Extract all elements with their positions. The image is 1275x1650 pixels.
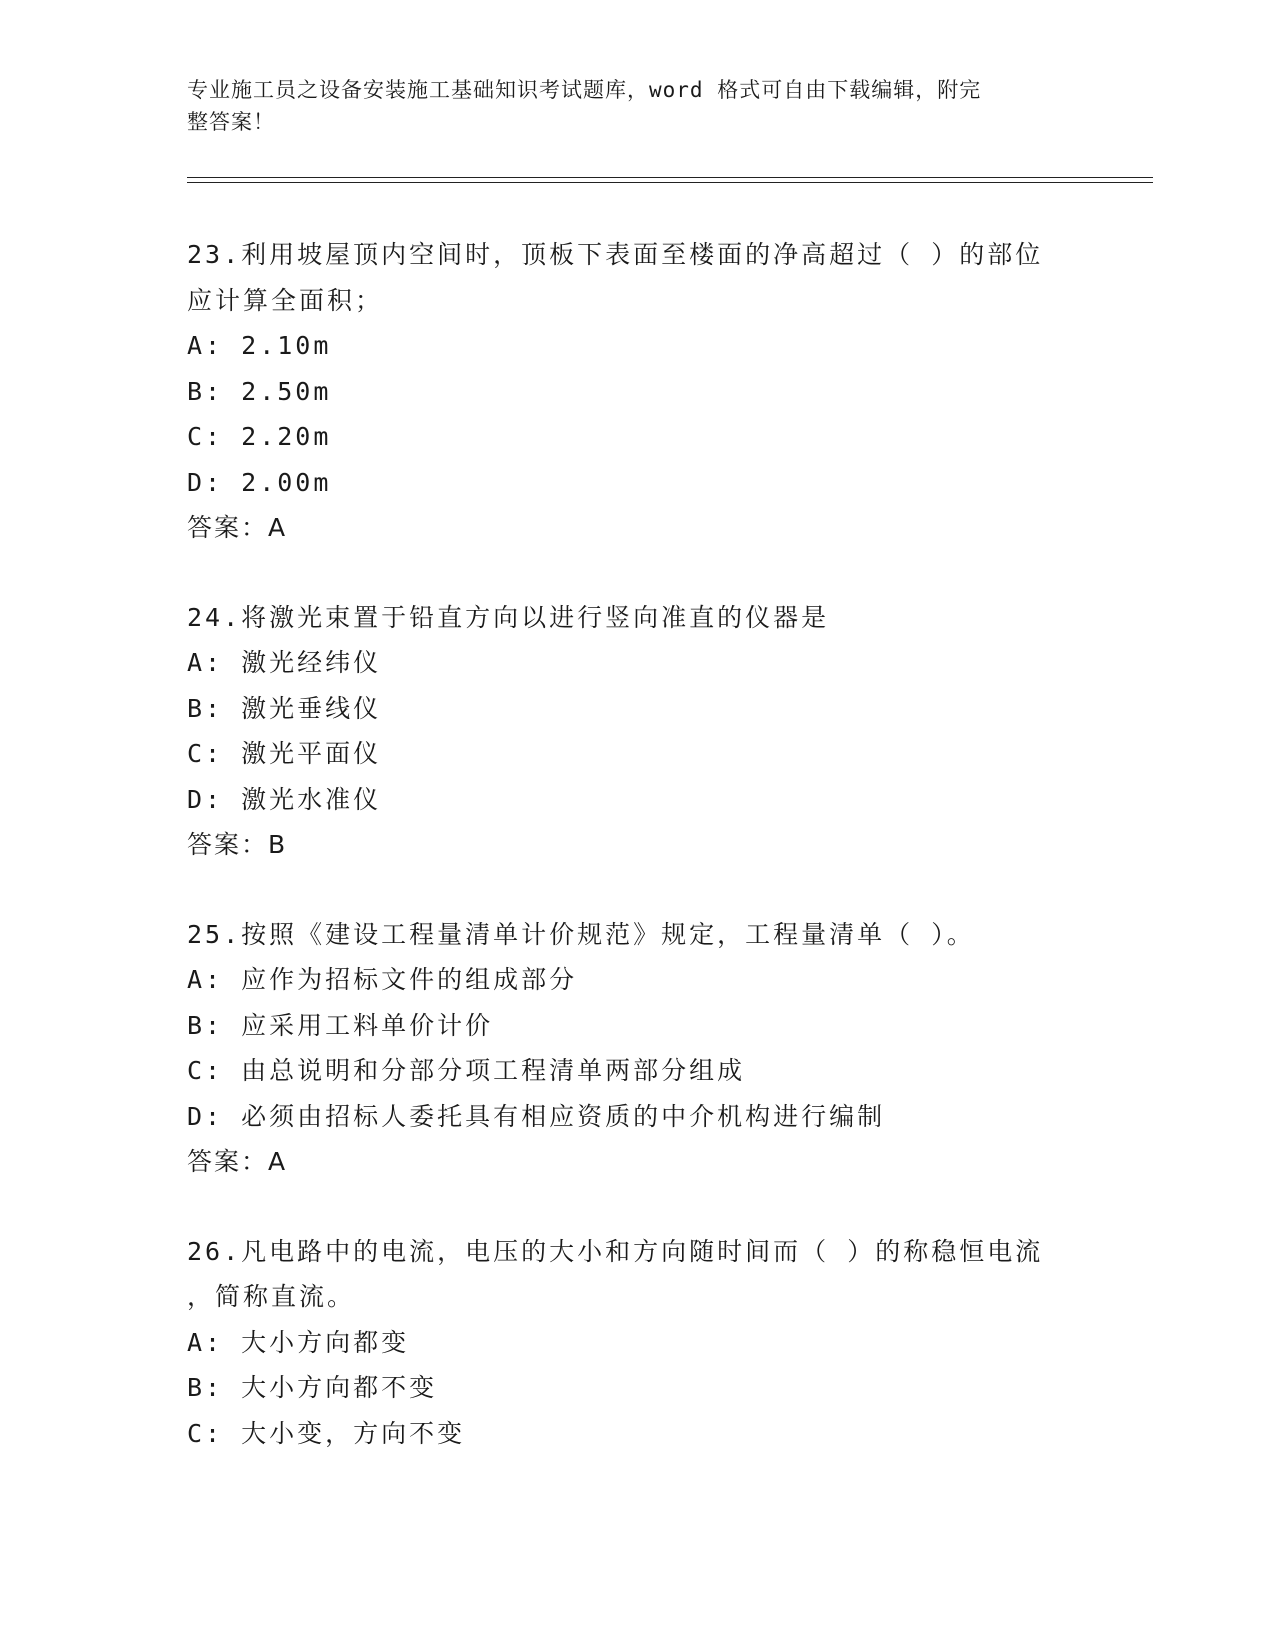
option-a: A: 大小方向都变 — [187, 1327, 410, 1357]
question-stem-line-1: 24.将激光束置于铅直方向以进行竖向准直的仪器是 — [187, 602, 830, 632]
option-c: C: 2.20m — [187, 422, 332, 451]
answer: 答案：B — [187, 830, 288, 859]
option-b: B: 激光垂线仪 — [187, 693, 382, 723]
question-26 — [187, 1229, 1087, 1457]
header-line-2: 整答案！ — [187, 110, 275, 134]
question-25 — [187, 912, 1087, 1185]
option-a: A: 2.10m — [187, 331, 332, 360]
question-23 — [187, 232, 1087, 551]
header-divider-top — [187, 177, 1153, 178]
question-stem-line-1: 26.凡电路中的电流，电压的大小和方向随时间而（ ）的称稳恒电流 — [187, 1236, 1044, 1266]
option-a: A: 激光经纬仪 — [187, 648, 382, 677]
header-line-1: 专业施工员之设备安装施工基础知识考试题库，word 格式可自由下载编辑，附完 — [187, 78, 982, 102]
option-c: C: 大小变，方向不变 — [187, 1418, 466, 1448]
option-b: B: 大小方向都不变 — [187, 1373, 438, 1402]
option-c: C: 由总说明和分部分项工程清单两部分组成 — [187, 1056, 746, 1085]
option-c: C: 激光平面仪 — [187, 739, 382, 768]
option-b: B: 2.50m — [187, 376, 332, 406]
option-b: B: 应采用工料单价计价 — [187, 1010, 494, 1040]
document-header — [187, 74, 1077, 138]
option-d: D: 2.00m — [187, 467, 332, 497]
question-list — [187, 232, 1087, 1500]
answer: 答案：A — [187, 513, 288, 542]
header-divider-bottom — [187, 182, 1153, 183]
question-24 — [187, 595, 1087, 868]
option-d: D: 激光水准仪 — [187, 784, 382, 814]
option-d: D: 必须由招标人委托具有相应资质的中介机构进行编制 — [187, 1101, 886, 1131]
question-stem-line-1: 23.利用坡屋顶内空间时，顶板下表面至楼面的净高超过（ ）的部位 — [187, 240, 1044, 269]
question-stem-line-2: 应计算全面积； — [187, 285, 384, 315]
option-a: A: 应作为招标文件的组成部分 — [187, 965, 578, 994]
question-stem-line-2: ，简称直流。 — [187, 1282, 356, 1311]
answer: 答案：A — [187, 1147, 288, 1176]
question-stem-line-1: 25.按照《建设工程量清单计价规范》规定，工程量清单（ ）。 — [187, 919, 975, 949]
